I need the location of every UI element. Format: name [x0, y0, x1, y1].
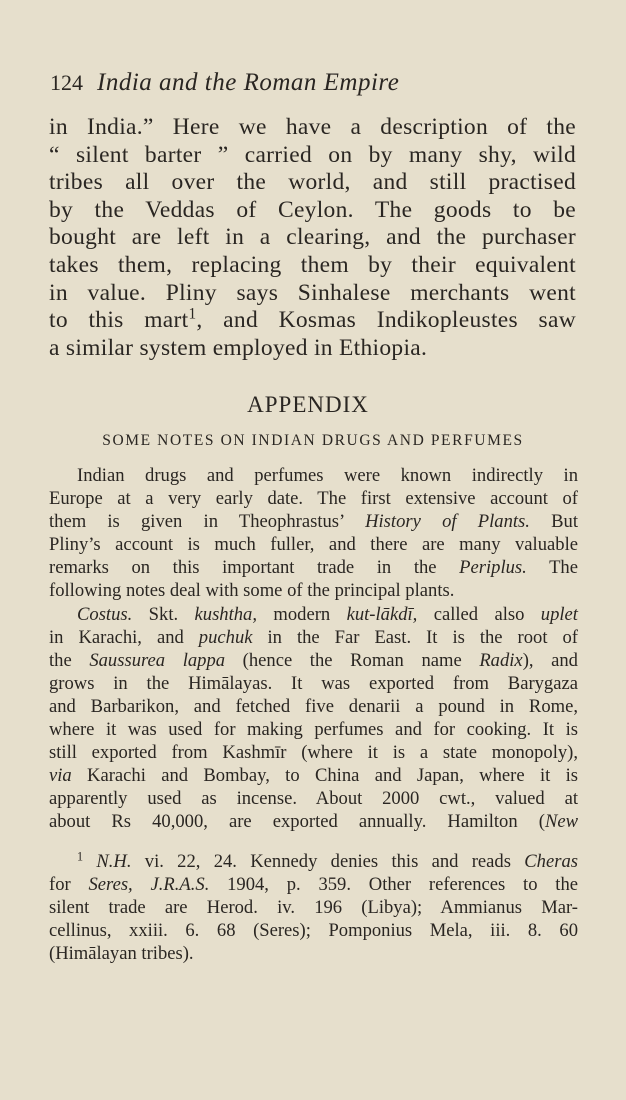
text-run: Saussurea lappa	[89, 649, 226, 671]
text-line: (Himālayan tribes).	[49, 943, 194, 965]
text-line: still exported from Kashmīr (where it is a state monopoly),	[49, 742, 578, 764]
text-line: silent trade are Herod. iv. 196 (Libya); Ammianus Mar-	[49, 897, 578, 919]
text-run: to this mart	[49, 307, 189, 334]
running-title: India and the Roman Empire	[97, 69, 400, 96]
text-line: a similar system employed in Ethiopia.	[49, 334, 428, 361]
text-run: the	[49, 649, 90, 671]
text-line: in India.” Here we have a description of the	[49, 114, 576, 140]
appendix-subheading: SOME NOTES ON INDIAN DRUGS AND PERFUMES	[102, 432, 524, 449]
text-line	[49, 626, 578, 649]
text-line	[49, 873, 578, 896]
text-line: following notes deal with some of the principal plants.	[49, 580, 455, 602]
text-line	[49, 850, 578, 873]
text-run: in Karachi, and	[49, 626, 199, 648]
text-line: by the Veddas of Ceylon. The goods to be	[49, 196, 576, 223]
text-run: Karachi and Bombay, to China and Japan, where it is	[71, 765, 578, 787]
text-run: New	[544, 811, 578, 833]
text-run: about Rs 40,000, are exported annually. Hamilton (	[49, 811, 545, 833]
appendix-body	[49, 464, 578, 834]
text-run: (hence the Roman name	[225, 649, 480, 671]
text-run: Skt.	[132, 603, 195, 625]
text-run: Radix	[479, 649, 523, 671]
text-line	[49, 810, 578, 833]
footnote	[49, 850, 578, 965]
text-run: in the Far East. It is the root of	[252, 626, 578, 648]
text-run: vi. 22, 24. Kennedy denies this and reads	[131, 851, 525, 872]
text-line	[49, 764, 578, 787]
text-run: N.H.	[96, 851, 132, 872]
text-line	[49, 307, 576, 335]
text-line: apparently used as incense. About 2000 cwt., valued at	[49, 788, 578, 810]
main-paragraph	[49, 114, 576, 362]
text-line: takes them, replacing them by their equivalent	[49, 251, 576, 278]
text-line: cellinus, xxiii. 6. 68 (Seres); Pomponius Mela, iii. 8. 60	[49, 920, 578, 942]
footnote-ref[interactable]: 1	[188, 305, 197, 323]
text-run: called also	[417, 603, 541, 625]
running-header	[50, 66, 580, 100]
text-line	[49, 649, 578, 672]
book-title: Periplus.	[459, 557, 527, 579]
text-line: tribes all over the world, and still practised	[49, 169, 576, 196]
text-line	[49, 510, 578, 533]
text-line: “ silent barter ” carried on by many shy, wild	[49, 141, 576, 168]
book-title: History of Plants.	[365, 511, 530, 533]
text-run: Cheras	[524, 851, 578, 872]
text-run: via	[49, 765, 72, 787]
text-run: , and Kosmas Indikopleustes saw	[196, 307, 577, 334]
entry-term: Costus.	[77, 603, 133, 625]
text-run: The	[526, 557, 578, 579]
text-run: ), and	[522, 649, 578, 671]
text-run: J.R.A.S.	[150, 874, 210, 896]
text-run: 1904, p. 359. Other references to the	[209, 874, 578, 896]
text-line: Pliny’s account is much fuller, and there are many valuable	[49, 534, 578, 556]
text-run: But	[529, 511, 578, 533]
text-line: and Barbarikon, and fetched five denarii a pound in Rome,	[49, 695, 578, 717]
text-run: uplet	[540, 603, 578, 625]
text-run: kut-lākdī,	[346, 603, 418, 625]
text-line	[49, 556, 578, 579]
text-line: grows in the Himālayas. It was exported from Barygaza	[49, 672, 578, 694]
text-run: Seres,	[88, 874, 133, 896]
text-run: puchuk	[198, 626, 253, 648]
text-run	[133, 874, 151, 895]
text-run: for	[49, 874, 89, 896]
text-run: modern	[257, 603, 347, 625]
text-line: Indian drugs and perfumes were known indirectly in	[77, 465, 578, 486]
text-line: Europe at a very early date. The first extensive account of	[49, 488, 578, 510]
page-number: 124	[50, 70, 83, 95]
text-run: them is given in Theophrastus’	[49, 511, 366, 533]
text-line: where it was used for making perfumes and for cooking. It is	[49, 719, 578, 741]
text-run: kushtha,	[194, 603, 258, 625]
text-line: bought are left in a clearing, and the purchaser	[49, 224, 576, 251]
text-line	[49, 603, 578, 626]
text-run: remarks on this important trade in the	[49, 557, 460, 579]
text-line: in value. Pliny says Sinhalese merchants went	[49, 279, 576, 306]
footnote-marker: 1	[77, 849, 84, 864]
appendix-heading: APPENDIX	[247, 392, 369, 417]
